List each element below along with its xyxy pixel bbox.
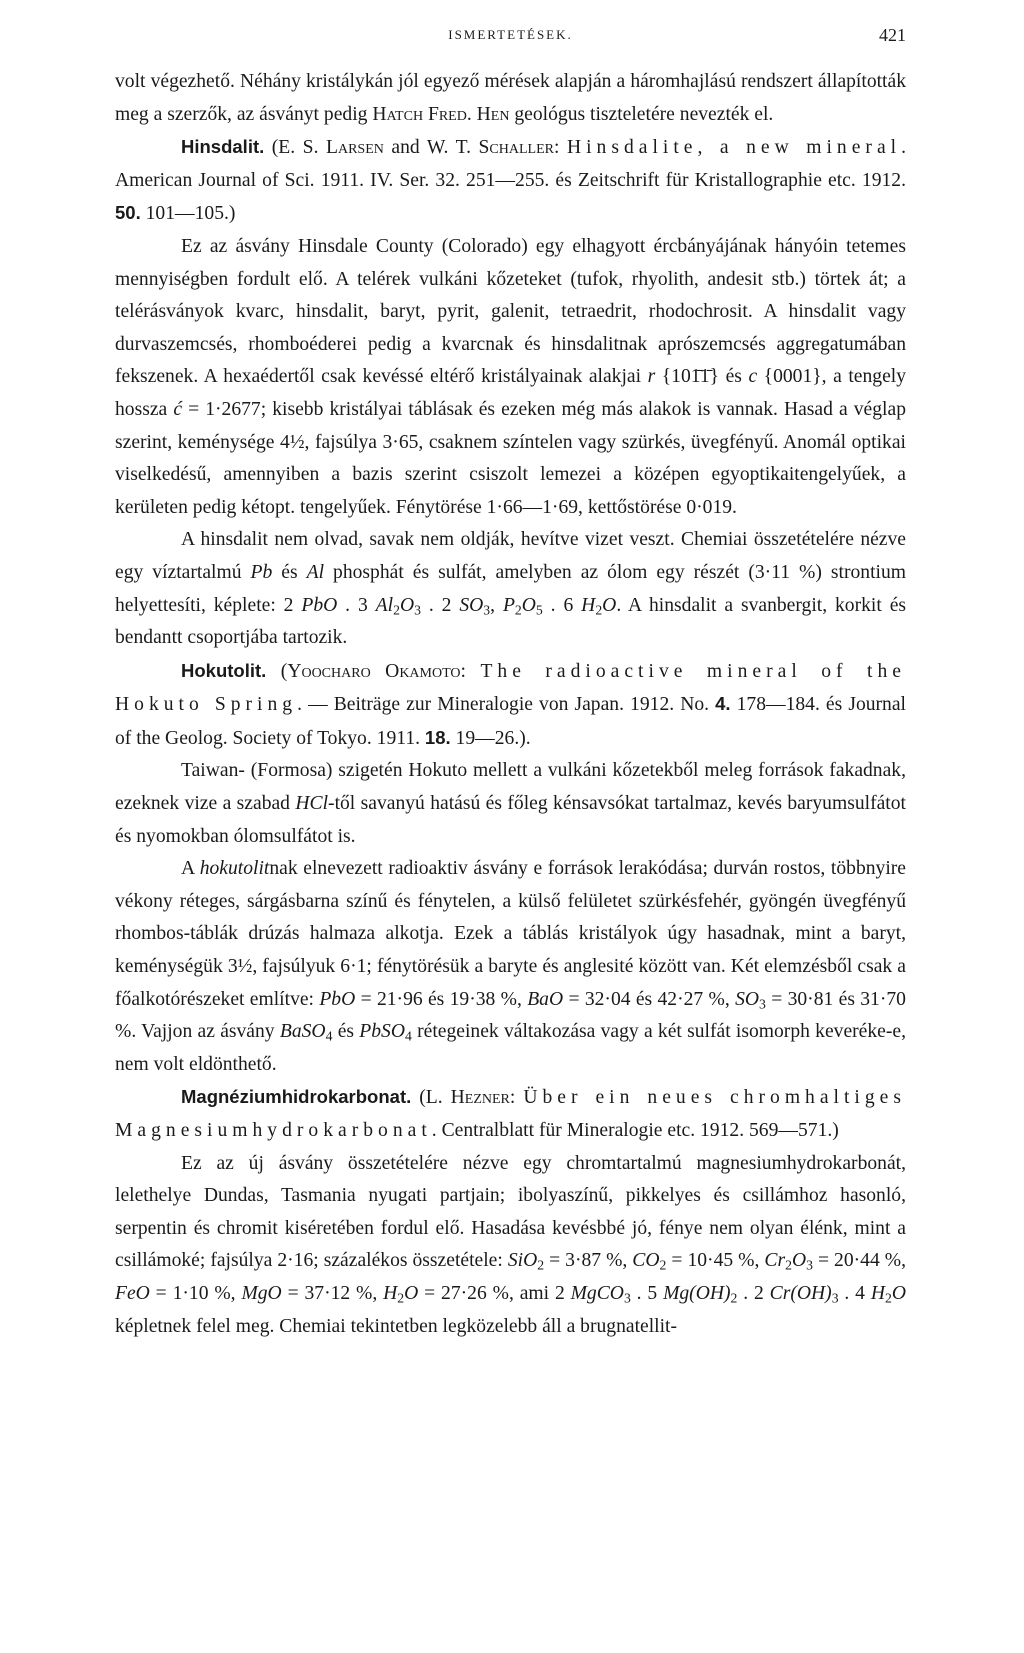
text-segment: Über ein neues chromhaltiges Magnesiumhydrokarbonat: [115, 1087, 906, 1141]
text-segment: SiO: [507, 1250, 538, 1272]
text-segment: Cr: [764, 1250, 786, 1272]
text-segment: nak elnevezett radioaktiv ásvány e források lerakódása; durván rostos, többnyire vékony réteges, sárgásbarna színű és fénytelen, a külső felületet szürkésfehér, gyöngén üvegfényű rhombos-táblák drúzás halmaza alkotja. Ezek a táblás kristályok úgy hasadnak, mint a baryt, keménységük 3½, fajsúlyuk 6·1; fénytörésük a barytе és anglesité között van. Két elemzésből csak a főalkotórészeket említve:: [115, 858, 906, 1010]
text-segment: MgCO: [570, 1282, 624, 1304]
text-segment: Yoocharo Okamoto: [287, 660, 461, 682]
text-segment: Al: [375, 594, 394, 616]
text-segment: :: [509, 1087, 524, 1109]
text-segment: P: [502, 594, 515, 616]
text-segment: 2: [884, 1290, 892, 1306]
paragraph-p2: [115, 131, 906, 231]
text-segment: 2: [785, 1257, 792, 1273]
text-segment: = 30·81 és 31·70 %. Vajjon az ásvány: [115, 988, 906, 1043]
text-segment: . 5: [630, 1282, 664, 1304]
text-segment: :: [553, 137, 567, 159]
text-segment: 101—105.): [140, 203, 236, 225]
text-segment: H: [383, 1282, 398, 1304]
text-segment: ć: [173, 398, 183, 420]
text-segment: (L.: [411, 1087, 451, 1109]
text-segment: 4: [405, 1028, 412, 1044]
text-segment: 1̄1̄: [690, 366, 710, 388]
text-segment: = 1·2677; kisebb kristályai táblásak és ezeken még más alakok is vannak. Hasad a véglap szerint, keménysége 4½, fajsúlya 3·65, csaknem színtelen vagy szürkés, üvegfényű. Anomál optikai viselkedésű, amennyiben a bazis szerint csiszolt lemezei a középen egyoptikaitengelyűek, a kerületen pedig kétopt. tengelyűek. Fénytörése 1·66—1·69, kettőstörése 0·019.: [115, 398, 906, 518]
text-segment: Hokutolit.: [181, 659, 267, 681]
text-segment: . Centralblatt für Mineralogie etc. 1912. 569—571.): [431, 1120, 839, 1141]
text-segment: Al: [306, 561, 325, 583]
text-segment: 2: [730, 1290, 738, 1306]
paragraph-p3: [115, 231, 906, 524]
text-segment: PbO: [301, 594, 338, 616]
text-segment: . 2: [420, 594, 460, 616]
text-segment: :: [460, 660, 481, 682]
text-segment: 4.: [715, 693, 731, 715]
text-segment: képletnek felel meg. Chemiai tekintetben legközelebb áll a brugnatellit-: [115, 1315, 678, 1337]
text-segment: Ez az ásvány Hinsdale County (Colorado) egy elhagyott ércbányájának hányóin tetemes mennyiségben fordult elő. A telérek vulkáni kőzeteket (tufok, rhyolith, andesit stb.) törtek át; a telérásványok kvarc, hinsdalit, baryt, pyrit, galenit, tetraedrit, rhodochrosit. A hinsdalit vagy durvaszemcsés, rhomboéderei pedig a kvarcnak és hinsdalitnak aprószemcsés aggregatumában fekszenek. A hexaédertől csak kevéssé eltérő kristályainak alakjai: [115, 235, 906, 388]
text-segment: 3: [759, 996, 766, 1012]
text-segment: és: [332, 1021, 360, 1043]
text-segment: = 20·44 %,: [812, 1250, 906, 1272]
page-header: [115, 22, 906, 66]
text-segment: 3: [414, 601, 421, 617]
text-segment: c: [748, 366, 758, 388]
paragraph-p9: [115, 1148, 906, 1344]
paragraph-p5: [115, 655, 906, 756]
paragraph-p1: [115, 66, 906, 131]
text-segment: 2: [659, 1257, 667, 1273]
text-segment: 18.: [424, 726, 451, 748]
text-segment: = 37·12 %,: [281, 1282, 384, 1304]
text-segment: 3: [806, 1257, 813, 1273]
text-segment: A hinsdalit nem olvad, savak nem oldják, hevítve vizet veszt. Chemiai összetételére nézve egy víztartalmú: [115, 529, 906, 583]
text-segment: Taiwan- (Formosa) szigetén Hokuto mellett a vulkáni kőzetekből meleg források fakadnak, ezeknek vize a szabad: [115, 760, 906, 815]
text-segment: and W. T.: [383, 137, 479, 159]
text-segment: PbSO: [359, 1021, 405, 1043]
text-segment: . 2: [737, 1282, 770, 1304]
text-segment: 5: [535, 601, 543, 617]
text-segment: hokutolit: [199, 858, 270, 880]
text-segment: . 3: [337, 594, 376, 616]
text-segment: = 27·26 %, ami 2: [418, 1282, 571, 1304]
text-segment: -től savanyú hatású és főleg kénsavsókat tartalmaz, kevés baryumsulfátot és nyomokban ólomsulfátot is.: [115, 793, 906, 847]
text-segment: O: [891, 1282, 906, 1304]
text-segment: . — Beiträge zur Mineralogie von Japan. 1912. No.: [297, 694, 716, 716]
text-segment: H: [870, 1282, 885, 1304]
text-segment: . American Journal of Sci. 1911. IV. Ser. 32. 251—255. és Zeitschrift für Kristallographie etc. 1912.: [115, 137, 906, 191]
text-segment: r: [647, 366, 656, 388]
text-segment: CO: [632, 1250, 660, 1272]
text-segment: O: [399, 594, 415, 616]
text-segment: . 6: [542, 594, 582, 616]
text-segment: O: [602, 594, 617, 616]
text-segment: 178—184. és Journal of the Geolog. Society of Tokyo. 1911.: [115, 694, 906, 749]
text-segment: 19—26.).: [450, 727, 531, 749]
text-segment: H: [581, 594, 596, 616]
text-segment: = 3·87 %,: [544, 1250, 633, 1272]
text-segment: 2: [514, 601, 522, 617]
text-segment: {10: [655, 366, 691, 388]
paragraph-p8: [115, 1081, 906, 1147]
text-segment: BaSO: [279, 1021, 326, 1043]
text-segment: O: [791, 1250, 807, 1272]
text-segment: PbO: [319, 988, 356, 1010]
text-segment: The radioactive mineral of the Hokuto Spring: [115, 660, 906, 716]
text-segment: BaO: [527, 988, 564, 1010]
text-segment: A: [181, 858, 200, 880]
text-segment: ,: [490, 594, 503, 616]
text-segment: 4: [325, 1028, 333, 1044]
paragraph-p4: [115, 524, 906, 654]
text-segment: . 4: [838, 1282, 871, 1304]
text-segment: és: [272, 561, 307, 583]
text-segment: Larsen: [326, 137, 384, 159]
text-segment: Hatch Fred: [372, 103, 467, 125]
text-segment: .: [466, 103, 477, 125]
text-segment: O: [404, 1282, 419, 1304]
text-segment: geológus tiszteletére nevezték el.: [509, 103, 774, 125]
text-segment: Magnéziumhidrokarbonat.: [181, 1086, 412, 1108]
text-segment: Hinsdalite, a new mineral: [566, 137, 902, 159]
text-segment: HCl: [295, 793, 329, 815]
text-segment: SO: [459, 594, 484, 616]
text-segment: 3: [483, 601, 491, 617]
page-number: 421: [879, 25, 906, 45]
text-segment: } és: [709, 366, 749, 388]
text-segment: 2: [397, 1290, 405, 1306]
text-segment: volt végezhető. Néhány kristálykán jól egyező mérések alapján a háromhajlású rendszert állapították meg a szerzők, az ásványt pedig: [115, 71, 906, 125]
text-segment: Cr(OH): [769, 1282, 832, 1304]
text-segment: FeO: [115, 1282, 150, 1304]
text-segment: SO: [735, 988, 760, 1010]
text-segment: O: [521, 594, 536, 616]
text-segment: 3: [831, 1290, 839, 1306]
text-segment: . A hinsdalit a svanbergit, korkit és bendantt csoportjába tartozik.: [115, 594, 907, 649]
text-segment: Hen: [476, 103, 510, 125]
text-segment: rétegeinek váltakozása vagy a két sulfát isomorph keveréke-e, nem volt eldönthető.: [115, 1021, 906, 1075]
paragraph-p7: [115, 853, 906, 1081]
text-segment: Hezner: [450, 1087, 510, 1109]
text-segment: Mg(OH): [663, 1282, 731, 1304]
text-segment: 3: [623, 1290, 631, 1306]
text-segment: (E. S.: [264, 137, 326, 159]
text-segment: 2: [595, 601, 603, 617]
text-segment: = 32·04 és 42·27 %,: [563, 988, 736, 1010]
text-segment: MgO: [241, 1282, 282, 1304]
paragraph-p6: [115, 755, 906, 853]
text-segment: = 10·45 %,: [666, 1250, 765, 1272]
running-head: ISMERTETÉSEK.: [448, 27, 573, 42]
text-segment: Ez az új ásvány összetételére nézve egy chromtartalmú magnesiumhydrokarbonát, lelethelye Dundas, Tasmania nyugati partjain; ibolyaszínű, pikkelyes és csillámhoz hasonló, serpentin és chromit kiséretében fordul elő. Hasadása kevésbbé jó, fénye nem olyan élénk, mint a csillámoké; fajsúlya 2·16; százalékos összetétele:: [115, 1152, 906, 1272]
text-segment: 2: [537, 1257, 545, 1273]
text-segment: Schaller: [478, 137, 554, 159]
text-segment: = 1·10 %,: [149, 1282, 242, 1304]
text-segment: 50.: [115, 202, 141, 224]
body-text: [115, 66, 906, 1343]
text-segment: 2: [393, 601, 400, 617]
text-segment: {0001}, a tengely hossza: [115, 366, 907, 420]
text-segment: Hinsdalit.: [181, 136, 265, 158]
text-segment: (: [266, 660, 288, 682]
text-segment: Pb: [250, 561, 273, 583]
text-segment: = 21·96 és 19·38 %,: [355, 988, 528, 1010]
text-segment: phosphát és sulfát, amelyben az ólom egy részét (3·11 %) strontium helyettesíti, képlete: 2: [115, 561, 906, 616]
